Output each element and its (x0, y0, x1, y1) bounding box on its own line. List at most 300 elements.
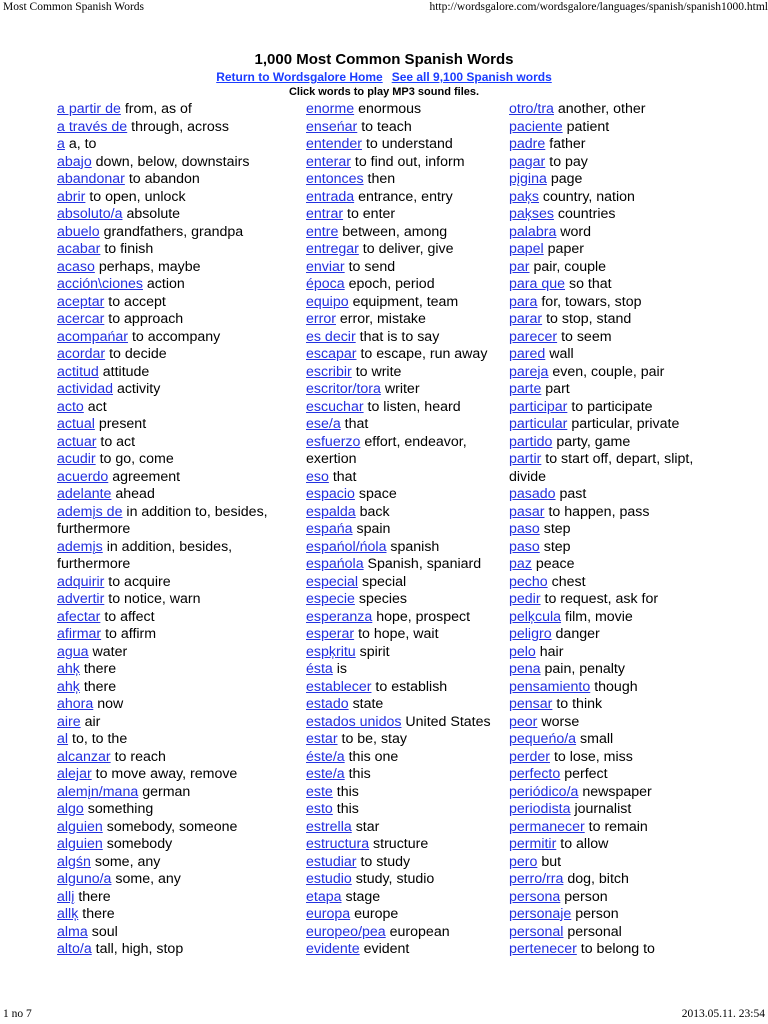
word-link[interactable]: paso (509, 538, 540, 555)
word-entry (509, 154, 729, 172)
word-meaning: perfect (564, 766, 608, 782)
word-link[interactable]: agua (57, 643, 89, 660)
word-entry (306, 819, 506, 837)
word-link[interactable]: aire (57, 713, 81, 730)
word-link[interactable]: espańa (306, 521, 353, 537)
word-meaning: to establish (375, 678, 448, 695)
word-link[interactable]: a (57, 136, 65, 152)
word-meaning: enormous (358, 101, 422, 117)
word-meaning: page (550, 171, 583, 187)
word-link[interactable]: escritor/tora (306, 381, 381, 397)
word-meaning: there (83, 678, 117, 695)
word-entry (57, 434, 292, 452)
word-link[interactable]: para que (509, 276, 566, 292)
word-link[interactable]: especial (306, 573, 359, 590)
word-link[interactable]: participar (509, 398, 568, 415)
word-meaning: there (83, 661, 117, 677)
word-meaning: to be, stay (341, 731, 407, 747)
word-meaning: to reach (114, 748, 166, 765)
print-timestamp: 2013.05.11. 23:54 (681, 1008, 765, 1020)
word-link[interactable]: acudir (57, 451, 96, 467)
word-meaning: to escape, run away (360, 346, 488, 362)
word-meaning: down, below, downstairs (95, 153, 250, 170)
word-meaning: to stop, stand (546, 311, 632, 327)
word-link[interactable]: paķs (509, 188, 539, 205)
word-link[interactable]: acaso (57, 258, 95, 275)
word-meaning: step (543, 521, 571, 537)
word-link[interactable]: pagar (509, 153, 546, 170)
word-entry (57, 591, 292, 609)
word-entry (509, 451, 729, 486)
word-link[interactable]: éste/a (306, 748, 345, 765)
word-entry (306, 206, 506, 224)
word-entry (306, 556, 506, 574)
word-meaning: that (344, 416, 369, 432)
word-meaning: to accompany (131, 328, 221, 345)
word-entry (57, 679, 292, 697)
word-link[interactable]: acercar (57, 311, 105, 327)
word-link[interactable]: afectar (57, 608, 101, 625)
word-entry (509, 381, 729, 399)
word-link[interactable]: allķ (57, 906, 79, 922)
word-link[interactable]: acabar (57, 241, 101, 257)
word-entry (509, 311, 729, 329)
word-link[interactable]: papel (509, 241, 544, 257)
instruction-text: Click words to play MP3 sound files. (288, 86, 480, 98)
word-link[interactable]: pįgina (509, 171, 547, 187)
word-meaning: some, any (115, 871, 181, 887)
word-entry (509, 749, 729, 767)
word-link[interactable]: estudiar (306, 853, 357, 870)
word-link[interactable]: espacio (306, 486, 355, 502)
word-entry (306, 591, 506, 609)
word-meaning: step (543, 538, 571, 555)
word-entry (509, 119, 729, 137)
word-meaning: though (594, 678, 638, 695)
word-link[interactable]: pelķcula (509, 608, 562, 625)
word-link[interactable]: alto/a (57, 941, 92, 957)
word-meaning: act (87, 398, 107, 415)
word-entry (509, 521, 729, 539)
word-link[interactable]: actual (57, 416, 95, 432)
word-link[interactable]: actitud (57, 363, 99, 380)
word-link[interactable]: ademįs (57, 538, 103, 555)
word-entry (306, 521, 506, 539)
word-entry (57, 399, 292, 417)
word-meaning: to listen, heard (367, 398, 461, 415)
word-entry (306, 854, 506, 872)
word-meaning: space (358, 486, 397, 502)
word-link[interactable]: pasado (509, 486, 556, 502)
word-entry (306, 784, 506, 802)
word-link[interactable]: estudio (306, 871, 352, 887)
word-link[interactable]: advertir (57, 591, 105, 607)
word-entry (57, 311, 292, 329)
word-link[interactable]: paso (509, 521, 540, 537)
word-link[interactable]: estado (306, 696, 349, 712)
word-link[interactable]: allį (57, 888, 75, 905)
word-entry (57, 749, 292, 767)
word-link[interactable]: particular (509, 416, 568, 432)
word-link[interactable]: especie (306, 591, 355, 607)
word-meaning: to write (355, 363, 402, 380)
word-link[interactable]: parte (509, 381, 542, 397)
word-entry (306, 189, 506, 207)
word-meaning: to, to the (72, 731, 128, 747)
word-link[interactable]: adquirir (57, 573, 105, 590)
word-link[interactable]: abuelo (57, 223, 100, 240)
word-link[interactable]: absoluto/a (57, 206, 123, 222)
word-meaning: to allow (560, 836, 609, 852)
word-entry (306, 154, 506, 172)
word-link[interactable]: establecer (306, 678, 372, 695)
word-link[interactable]: personal (509, 923, 564, 940)
word-entry (306, 714, 506, 732)
word-link[interactable]: peor (509, 713, 538, 730)
word-entry (57, 416, 292, 434)
word-link[interactable]: este/a (306, 766, 345, 782)
title-block (0, 51, 768, 99)
word-link[interactable]: espķritu (306, 643, 356, 660)
word-link[interactable]: entrada (306, 188, 355, 205)
print-header-title: Most Common Spanish Words (3, 1, 145, 13)
word-link[interactable]: época (306, 276, 345, 292)
word-link[interactable]: ese/a (306, 416, 341, 432)
word-meaning: person (564, 888, 608, 905)
word-entry (306, 259, 506, 277)
word-entry (57, 574, 292, 592)
word-link[interactable]: pequeńo/a (509, 731, 577, 747)
word-meaning: journalist (574, 801, 632, 817)
word-link[interactable]: acuerdo (57, 468, 109, 485)
word-link[interactable]: escapar (306, 346, 357, 362)
word-entry (57, 784, 292, 802)
word-meaning: word (560, 223, 592, 240)
word-entry (509, 906, 729, 924)
word-meaning: to affect (104, 608, 155, 625)
word-meaning: to remain (588, 818, 648, 835)
word-meaning: newspaper (582, 783, 652, 800)
word-link[interactable]: entonces (306, 171, 364, 187)
word-link[interactable]: permanecer (509, 818, 585, 835)
word-link[interactable]: abajo (57, 153, 92, 170)
word-meaning: to participate (571, 398, 653, 415)
word-meaning: to belong to (580, 941, 655, 957)
word-entry (509, 714, 729, 732)
word-link[interactable]: entender (306, 136, 363, 152)
word-link[interactable]: a partir de (57, 101, 121, 117)
word-entry (509, 591, 729, 609)
word-link[interactable]: afirmar (57, 626, 102, 642)
word-entry (57, 241, 292, 259)
word-entry (306, 136, 506, 154)
word-link[interactable]: espańola (306, 556, 364, 572)
word-entry (509, 259, 729, 277)
word-link[interactable]: europa (306, 906, 351, 922)
word-meaning: father (549, 136, 586, 152)
word-link[interactable]: esperar (306, 626, 355, 642)
word-link[interactable]: pena (509, 661, 541, 677)
word-link[interactable]: perfecto (509, 766, 561, 782)
word-link[interactable]: enviar (306, 258, 345, 275)
word-link[interactable]: pasar (509, 503, 545, 520)
word-link[interactable]: estados unidos (306, 713, 402, 730)
nav-links (0, 70, 768, 85)
home-link[interactable]: Return to Wordsgalore Home (216, 70, 383, 84)
word-link[interactable]: paķses (509, 206, 554, 222)
word-link[interactable]: enterar (306, 153, 351, 170)
print-header (0, 0, 768, 16)
word-link[interactable]: partido (509, 433, 553, 450)
word-meaning: to teach (361, 118, 412, 135)
word-meaning: entrance, entry (358, 188, 453, 205)
word-link[interactable]: entrar (306, 206, 344, 222)
word-entry (509, 346, 729, 364)
word-entry (57, 766, 292, 784)
word-link[interactable]: abrir (57, 188, 86, 205)
word-link[interactable]: persona (509, 888, 561, 905)
word-link[interactable]: es decir (306, 328, 356, 345)
word-link[interactable]: alguien (57, 836, 103, 852)
word-meaning: pair, couple (533, 258, 607, 275)
word-entry (509, 626, 729, 644)
word-entry (57, 889, 292, 907)
word-meaning: party, game (556, 433, 631, 450)
word-meaning: a, to (68, 136, 97, 152)
word-entry (509, 784, 729, 802)
word-link[interactable]: entregar (306, 241, 359, 257)
word-link[interactable]: acción\ciones (57, 276, 143, 292)
word-entry (306, 101, 506, 119)
word-meaning: spirit (359, 643, 390, 660)
word-link[interactable]: a través de (57, 118, 128, 135)
word-link[interactable]: esto (306, 801, 333, 817)
word-entry (306, 311, 506, 329)
word-link[interactable]: equipo (306, 293, 349, 310)
word-meaning: water (92, 643, 128, 660)
word-entry (306, 329, 506, 347)
word-entry (306, 679, 506, 697)
word-column-3 (509, 101, 729, 959)
word-meaning: to move away, remove (95, 766, 238, 782)
word-meaning: past (559, 486, 587, 502)
word-link[interactable]: espalda (306, 503, 356, 520)
word-link[interactable]: paciente (509, 118, 563, 135)
word-link[interactable]: pareja (509, 363, 549, 380)
word-link[interactable]: al (57, 731, 69, 747)
word-entry (57, 451, 292, 469)
word-entry (57, 276, 292, 294)
word-entry (57, 224, 292, 242)
word-meaning: in addition, besides, furthermore (57, 538, 233, 572)
word-link[interactable]: espańol/ńola (306, 538, 387, 555)
word-link[interactable]: enorme (306, 101, 355, 117)
word-link[interactable]: algo (57, 801, 84, 817)
word-link[interactable]: partir (509, 451, 542, 467)
word-link[interactable]: etapa (306, 888, 342, 905)
word-link[interactable]: ésta (306, 661, 333, 677)
word-link[interactable]: pecho (509, 573, 548, 590)
word-link[interactable]: error (306, 311, 336, 327)
word-meaning: to open, unlock (89, 188, 186, 205)
word-meaning: even, couple, pair (552, 363, 665, 380)
word-link[interactable]: acompańar (57, 328, 128, 345)
word-link[interactable]: eso (306, 468, 329, 485)
word-entry (57, 924, 292, 942)
word-entry (509, 189, 729, 207)
word-link[interactable]: pensar (509, 696, 553, 712)
word-link[interactable]: parecer (509, 328, 558, 345)
word-link[interactable]: esperanza (306, 608, 373, 625)
word-meaning: star (355, 818, 380, 835)
word-entry (57, 469, 292, 487)
all-words-link[interactable]: See all 9,100 Spanish words (391, 70, 552, 84)
word-link[interactable]: periodista (509, 801, 571, 817)
word-link[interactable]: peligro (509, 626, 552, 642)
word-entry (509, 609, 729, 627)
word-entry (57, 801, 292, 819)
word-link[interactable]: ahķ (57, 661, 80, 677)
word-meaning: air (84, 713, 101, 730)
word-link[interactable]: paz (509, 556, 532, 572)
word-entry (306, 941, 506, 959)
word-entry (509, 574, 729, 592)
word-link[interactable]: pedir (509, 591, 541, 607)
word-entry (57, 609, 292, 627)
word-entry (306, 749, 506, 767)
word-link[interactable]: periódico/a (509, 783, 579, 800)
word-entry (57, 329, 292, 347)
word-meaning: hope, prospect (376, 608, 471, 625)
word-meaning: to abandon (128, 171, 200, 187)
word-entry (509, 661, 729, 679)
word-link[interactable]: algśn (57, 853, 91, 870)
word-link[interactable]: perder (509, 748, 551, 765)
word-link[interactable]: parar (509, 311, 543, 327)
word-meaning: agreement (112, 468, 181, 485)
word-entry (509, 504, 729, 522)
word-link[interactable]: permitir (509, 836, 557, 852)
word-meaning: this (336, 801, 359, 817)
word-meaning: tall, high, stop (95, 941, 184, 957)
word-link[interactable]: padre (509, 136, 546, 152)
word-link[interactable]: pensamiento (509, 678, 591, 695)
word-meaning: spanish (390, 538, 440, 555)
word-meaning: this one (348, 748, 399, 765)
word-link[interactable]: alcanzar (57, 748, 111, 765)
word-link[interactable]: actuar (57, 433, 97, 450)
word-meaning: to approach (108, 311, 184, 327)
word-meaning: to start off, depart, slipt, divide (509, 451, 694, 485)
word-link[interactable]: perro/rra (509, 871, 564, 887)
word-entry (306, 661, 506, 679)
word-entry (509, 434, 729, 452)
word-link[interactable]: acto (57, 398, 84, 415)
word-entry (509, 731, 729, 749)
word-link[interactable]: acordar (57, 346, 106, 362)
word-meaning: this (348, 766, 371, 782)
word-entry (57, 154, 292, 172)
word-entry (306, 801, 506, 819)
word-link[interactable]: alemįn/mana (57, 783, 139, 800)
word-meaning: europe (354, 906, 399, 922)
word-link[interactable]: esfuerzo (306, 433, 361, 450)
word-link[interactable]: alguien (57, 818, 103, 835)
word-link[interactable]: adelante (57, 486, 112, 502)
word-link[interactable]: pelo (509, 643, 536, 660)
word-link[interactable]: pero (509, 853, 538, 870)
word-link[interactable]: estructura (306, 836, 370, 852)
word-link[interactable]: aceptar (57, 293, 105, 310)
word-meaning: peace (535, 556, 575, 572)
word-link[interactable]: entre (306, 223, 339, 240)
word-entry (509, 136, 729, 154)
word-link[interactable]: enseńar (306, 118, 358, 135)
word-meaning: grandfathers, grandpa (103, 223, 244, 240)
word-link[interactable]: par (509, 258, 530, 275)
word-link[interactable]: escuchar (306, 398, 364, 415)
word-link[interactable]: alma (57, 923, 88, 940)
word-link[interactable]: ahora (57, 696, 94, 712)
word-meaning: to notice, warn (108, 591, 201, 607)
word-link[interactable]: para (509, 293, 538, 310)
word-meaning: patient (566, 118, 610, 135)
word-meaning: structure (373, 836, 429, 852)
word-link[interactable]: palabra (509, 223, 557, 240)
word-link[interactable]: ademįs de (57, 503, 123, 520)
word-entry (306, 434, 506, 469)
word-meaning: error, mistake (339, 311, 426, 327)
word-link[interactable]: estar (306, 731, 338, 747)
word-link[interactable]: estrella (306, 818, 352, 835)
word-meaning: to hope, wait (358, 626, 439, 642)
word-meaning: personal (567, 923, 622, 940)
word-link[interactable]: europeo/pea (306, 923, 386, 940)
word-meaning: species (358, 591, 407, 607)
word-entry (57, 364, 292, 382)
word-meaning: small (580, 731, 614, 747)
word-link[interactable]: alguno/a (57, 871, 112, 887)
word-link[interactable]: escribir (306, 363, 352, 380)
word-entry (306, 766, 506, 784)
word-meaning: chest (551, 573, 586, 590)
word-entry (509, 766, 729, 784)
word-link[interactable]: este (306, 783, 333, 800)
word-entry (509, 941, 729, 959)
word-meaning: stage (345, 888, 381, 905)
word-link[interactable]: pertenecer (509, 941, 577, 957)
word-link[interactable]: personaje (509, 906, 572, 922)
word-link[interactable]: evidente (306, 941, 360, 957)
word-entry (509, 836, 729, 854)
word-entry (57, 504, 292, 539)
word-column-2 (306, 101, 506, 959)
word-entry (509, 294, 729, 312)
word-entry (306, 119, 506, 137)
word-link[interactable]: pared (509, 346, 546, 362)
word-meaning: back (359, 503, 390, 520)
word-meaning: to pay (549, 153, 588, 170)
word-link[interactable]: actividad (57, 381, 113, 397)
word-meaning: writer (384, 381, 420, 397)
word-link[interactable]: alejar (57, 766, 92, 782)
word-entry (57, 381, 292, 399)
word-entry (509, 889, 729, 907)
word-link[interactable]: ahķ (57, 678, 80, 695)
word-link[interactable]: abandonar (57, 171, 125, 187)
word-entry (306, 294, 506, 312)
word-link[interactable]: otro/tra (509, 101, 554, 117)
